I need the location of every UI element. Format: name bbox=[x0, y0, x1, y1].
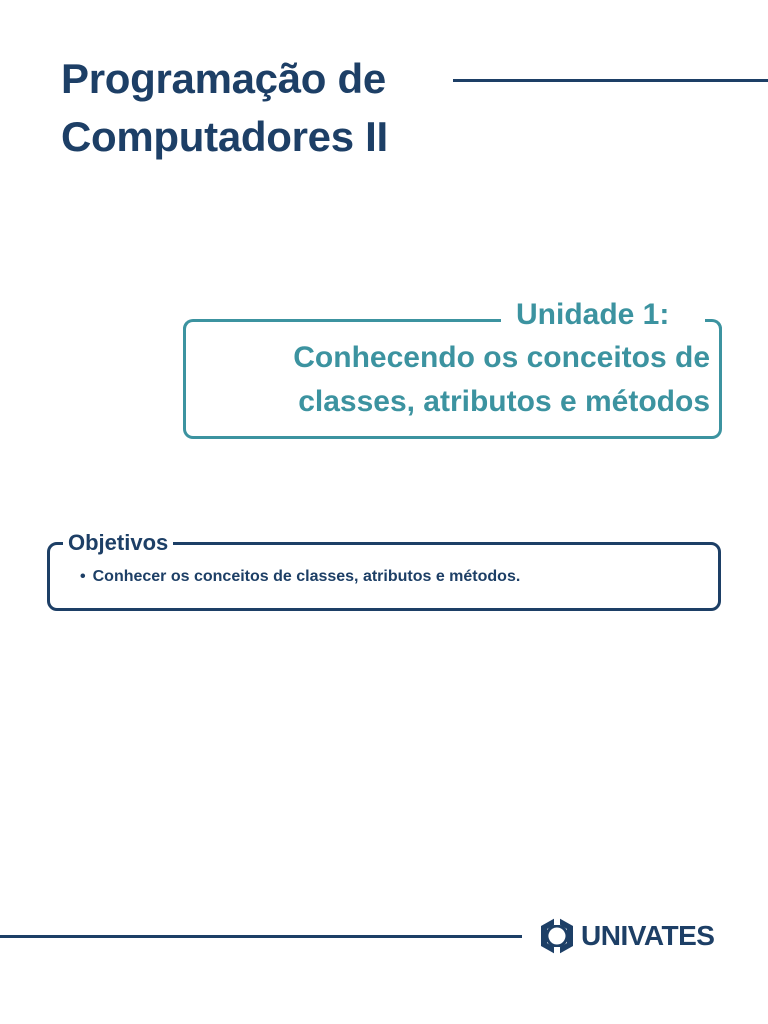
unit-subtitle-line-2: classes, atributos e métodos bbox=[298, 385, 710, 418]
title-line-1: Programação de bbox=[61, 55, 386, 102]
unit-label: Unidade 1: bbox=[512, 295, 673, 335]
objective-list-item bbox=[80, 566, 520, 588]
unit-subtitle-line-1: Conhecendo os conceitos de bbox=[293, 341, 710, 374]
univates-logo bbox=[537, 914, 714, 958]
bullet-icon: • bbox=[80, 568, 86, 585]
unit-frame-corner-right bbox=[705, 319, 722, 336]
page-title bbox=[61, 50, 388, 166]
unit-subtitle bbox=[190, 336, 710, 424]
footer-divider bbox=[0, 935, 522, 938]
unit-frame-top-rule bbox=[193, 319, 501, 322]
objectives-heading: Objetivos bbox=[63, 528, 173, 558]
univates-logo-icon bbox=[537, 916, 577, 956]
title-divider bbox=[453, 79, 768, 82]
objective-text: Conhecer os conceitos de classes, atributos e métodos. bbox=[92, 568, 521, 585]
title-line-2: Computadores II bbox=[61, 113, 388, 160]
logo-text: UNIVATES bbox=[581, 920, 715, 951]
